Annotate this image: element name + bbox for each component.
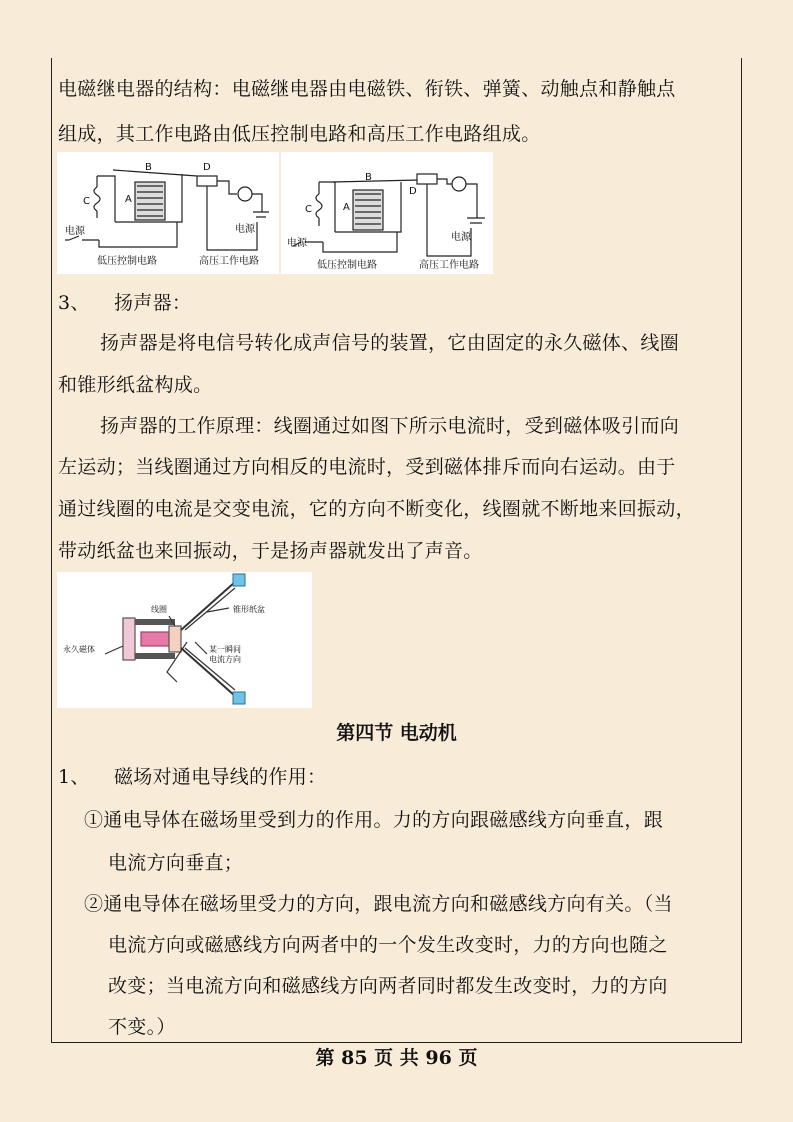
relay-diagram-1	[57, 152, 279, 274]
speaker-def-line-1: 扬声器是将电信号转化成声信号的装置，它由固定的永久磁体、线圈	[100, 332, 680, 354]
motor-point2-line-2: 电流方向或磁感线方向两者中的一个发生改变时，力的方向也随之	[108, 934, 668, 956]
relay-diagram-2	[281, 152, 493, 274]
motor-point1-line-1: ①通电导体在磁场里受到力的作用。力的方向跟磁感线方向垂直，跟	[84, 809, 664, 831]
relay2-caption-left: 低压控制电路	[317, 260, 377, 271]
relay2-label-b: B	[365, 172, 372, 183]
relay2-label-d: D	[409, 186, 417, 197]
speaker-label-magnet: 永久磁体	[63, 645, 95, 654]
speaker-label-moment-1: 某一瞬间	[209, 645, 241, 654]
motor-item-title: 磁场对通电导线的作用：	[114, 766, 327, 788]
motor-point1-line-2: 电流方向垂直；	[108, 852, 244, 874]
motor-point2-line-3: 改变；当电流方向和磁感线方向两者同时都发生改变时，力的方向	[108, 975, 668, 997]
speaker-work-line-4: 带动纸盆也来回振动，于是扬声器就发出了声音。	[58, 540, 483, 562]
relay2-power-left: 电源	[287, 238, 307, 249]
speaker-item-title: 扬声器：	[114, 292, 192, 314]
relay1-power-right: 电源	[235, 224, 255, 235]
relay1-label-a: A	[125, 194, 132, 205]
page-footer: 第 85 页 共 96 页	[315, 1047, 478, 1069]
relay1-label-c: C	[83, 196, 90, 207]
relay2-label-c: C	[305, 204, 312, 215]
relay1-label-b: B	[145, 162, 152, 173]
speaker-label-moment-2: 电流方向	[209, 655, 241, 664]
relay-structure-line-1: 电磁继电器的结构：电磁继电器由电磁铁、衔铁、弹簧、动触点和静触点	[58, 78, 676, 100]
relay1-caption-left: 低压控制电路	[97, 256, 157, 267]
relay2-power-right: 电源	[451, 232, 471, 243]
speaker-label-cone: 锥形纸盆	[233, 605, 265, 614]
speaker-def-line-2: 和锥形纸盆构成。	[58, 374, 213, 396]
relay2-label-a: A	[343, 202, 350, 213]
motor-item-number: 1、	[58, 766, 90, 788]
speaker-work-line-2: 左运动；当线圈通过方向相反的电流时，受到磁体排斥而向右运动。由于	[58, 456, 676, 478]
relay-structure-line-2: 组成，其工作电路由低压控制电路和高压工作电路组成。	[58, 123, 541, 145]
speaker-diagram	[57, 572, 312, 708]
motor-point2-line-1: ②通电导体在磁场里受力的方向，跟电流方向和磁感线方向有关。（当	[84, 893, 673, 915]
speaker-work-line-1: 扬声器的工作原理：线圈通过如图下所示电流时，受到磁体吸引而向	[100, 415, 680, 437]
motor-point2-line-4: 不变。）	[108, 1016, 176, 1038]
section-heading: 第四节 电动机	[336, 722, 457, 744]
relay1-power-left: 电源	[65, 226, 85, 237]
relay1-caption-right: 高压工作电路	[199, 256, 259, 267]
speaker-work-line-3: 通过线圈的电流是交变电流，它的方向不断变化，线圈就不断地来回振动，	[58, 498, 695, 520]
relay1-label-d: D	[203, 162, 211, 173]
speaker-label-coil: 线圈	[151, 605, 167, 614]
relay2-caption-right: 高压工作电路	[419, 260, 479, 271]
speaker-item-number: 3、	[58, 292, 90, 314]
